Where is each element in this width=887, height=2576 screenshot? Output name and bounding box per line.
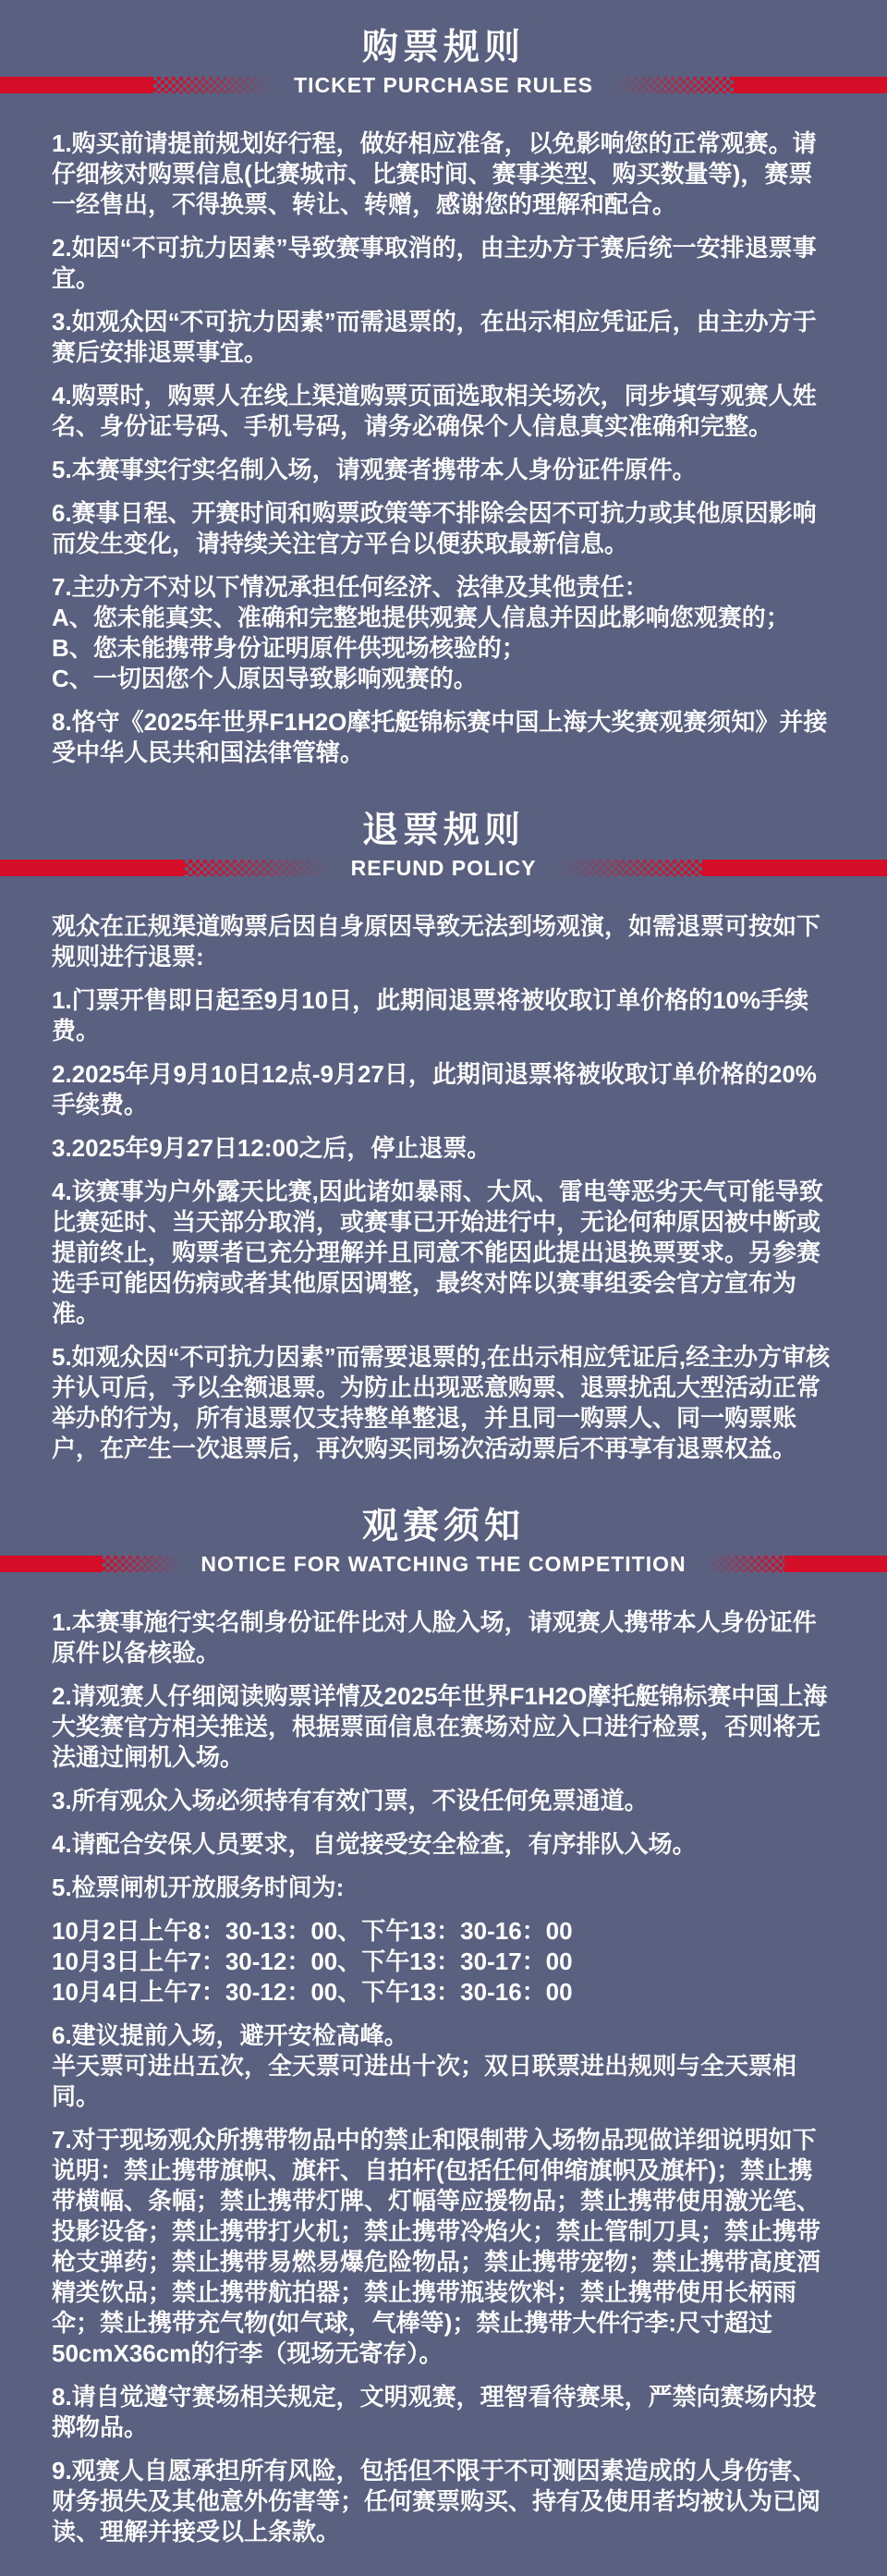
rule-paragraph (52, 1059, 835, 1120)
checker-fade (551, 860, 702, 876)
gate-schedule (52, 1916, 835, 2008)
rule-line: 半天票可进出五次，全天票可进出十次；双日联票进出规则与全天票相同。 (52, 2052, 797, 2110)
rule-line: 7.对于现场观众所携带物品中的禁止和限制带入场物品现做详细说明如下说明：禁止携带旗帜、旗杆、自拍杆(包括任何伸缩旗帜及旗杆)；禁止携带横幅、条幅；禁止携带灯牌、灯幅等应援物品；禁止携带使用激光笔、投影设备；禁止携带打火机；禁止携带冷焰火；禁止管制刀具；禁止携带枪支弹药；禁止携带易燃易爆危险物品；禁止携带宠物；禁止携带高度酒精类饮品；禁止携带航拍器；禁止携带瓶装饮料；禁止携带使用长柄雨伞；禁止携带充气物(如气球，气棒等)；禁止携带大件行李:尺寸超过50cmX36cm的行李（现场无寄存）。 (52, 2126, 821, 2367)
rule-line: 4.请配合安保人员要求，自觉接受安全检查，有序排队入场。 (52, 1830, 697, 1858)
schedule-line-oct3: 10月3日上午7：30-12：00、下午13：30-17：00 (52, 1947, 573, 1975)
rule-line: 3.2025年9月27日12:00之后，停止退票。 (52, 1134, 492, 1162)
rule-line: 3.所有观众入场必须持有有效门票，不设任何免票通道。 (52, 1787, 649, 1814)
section-banner (0, 855, 887, 880)
section-title-en: TICKET PURCHASE RULES (294, 72, 593, 97)
section-title-cn: 购票规则 (361, 28, 525, 67)
rule-paragraph (52, 707, 835, 768)
rule-paragraph (52, 2125, 835, 2369)
section-body (0, 911, 887, 1464)
rule-line: 1.门票开售即日起至9月10日，此期间退票将被收取订单价格的10%手续费。 (52, 986, 809, 1044)
rule-line: 6.赛事日程、开赛时间和购票政策等不排除会因不可抗力或其他原因影响而发生变化，请持续关注官方平台以便获取最新信息。 (52, 499, 817, 557)
rule-line: 观众在正规渠道购票后因自身原因导致无法到场观演，如需退票可按如下规则进行退票: (52, 912, 821, 971)
section-ticket-purchase-rules (0, 28, 887, 768)
banner-bar-right (608, 77, 887, 93)
section-banner (0, 1551, 887, 1576)
section-title-en: NOTICE FOR WATCHING THE COMPETITION (200, 1551, 687, 1576)
red-bar (0, 860, 185, 876)
rule-line: 9.观赛人自愿承担所有风险，包括但不限于不可测因素造成的人身伤害、财务损失及其他意外伤害等；任何赛票购买、持有及使用者均被认为已阅读、理解并接受以上条款。 (52, 2457, 821, 2545)
rule-line: 5.本赛事实行实名制入场，请观赛者携带本人身份证件原件。 (52, 456, 697, 483)
rule-paragraph (52, 1342, 835, 1464)
checker-fade (701, 1556, 785, 1572)
banner-bar-right (551, 860, 887, 876)
rule-paragraph (52, 1873, 835, 1903)
rule-line: 4.该赛事为户外露天比赛,因此诸如暴雨、大风、雷电等恶劣天气可能导致比赛延时、当天部分取消，或赛事已开始进行中，无论何种原因被中断或提前终止，购票者已充分理解并且同意不能因此提出退换票要求。另参赛选手可能因伤病或者其他原因调整，最终对阵以赛事组委会官方宣布为准。 (52, 1178, 823, 1327)
red-bar (784, 1556, 887, 1572)
rule-subitem-b: B、您未能携带身份证明原件供现场核验的； (52, 634, 526, 662)
rule-line: 1.购买前请提前规划好行程，做好相应准备，以免影响您的正常观赛。请仔细核对购票信息(比赛城市、比赛时间、赛事类型、购买数量等)，赛票一经售出，不得换票、转让、转赠，感谢您的理解和配合。 (52, 129, 817, 218)
section-refund-policy (0, 811, 887, 1464)
section-watching-notice (0, 1507, 887, 2547)
rule-paragraph (52, 2382, 835, 2443)
section-title-cn: 观赛须知 (361, 1507, 525, 1546)
rule-paragraph (52, 1681, 835, 1773)
checker-fade (153, 77, 279, 93)
checker-fade (185, 860, 336, 876)
section-header (0, 811, 887, 878)
red-bar (0, 1556, 103, 1572)
section-header (0, 1507, 887, 1574)
rule-line: 8.请自觉遵守赛场相关规定，文明观赛，理智看待赛果，严禁向赛场内投掷物品。 (52, 2383, 817, 2441)
rule-paragraph (52, 1786, 835, 1816)
checker-fade (608, 77, 734, 93)
rule-subitem-a: A、您未能真实、准确和完整地提供观赛人信息并因此影响您观赛的； (52, 604, 790, 631)
rule-paragraph (52, 985, 835, 1046)
rule-paragraph (52, 2021, 835, 2112)
section-title-cn: 退票规则 (361, 811, 525, 850)
rule-paragraph (52, 233, 835, 294)
rule-line: 5.检票闸机开放服务时间为: (52, 1874, 345, 1901)
rule-subitem-c: C、一切因您个人原因导致影响观赛的。 (52, 665, 478, 692)
rule-paragraph (52, 498, 835, 559)
section-body (0, 128, 887, 768)
section-header (0, 28, 887, 95)
banner-bar-left (0, 860, 336, 876)
rule-paragraph (52, 128, 835, 220)
rule-paragraph (52, 1607, 835, 1668)
rule-paragraph (52, 455, 835, 485)
rule-line: 6.建议提前入场，避开安检高峰。 (52, 2021, 408, 2049)
rule-line: 1.本赛事施行实名制身份证件比对人脸入场，请观赛人携带本人身份证件原件以备核验。 (52, 1608, 817, 1666)
schedule-line-oct2: 10月2日上午8：30-13：00、下午13：30-16：00 (52, 1917, 573, 1945)
rule-paragraph (52, 572, 835, 694)
rule-line: 7.主办方不对以下情况承担任何经济、法律及其他责任： (52, 573, 649, 601)
rule-paragraph (52, 1829, 835, 1860)
schedule-line-oct4: 10月4日上午7：30-12：00、下午13：30-16：00 (52, 1978, 573, 2006)
banner-bar-right (701, 1556, 887, 1572)
section-body (0, 1607, 887, 2547)
rule-paragraph (52, 2456, 835, 2547)
section-banner (0, 72, 887, 97)
rule-paragraph (52, 1177, 835, 1329)
rule-line: 2.请观赛人仔细阅读购票详情及2025年世界F1H2O摩托艇锦标赛中国上海大奖赛官方相关推送，根据票面信息在赛场对应入口进行检票，否则将无法通过闸机入场。 (52, 1682, 828, 1771)
red-bar (702, 860, 887, 876)
checker-fade (103, 1556, 187, 1572)
rule-paragraph (52, 307, 835, 368)
rule-paragraph (52, 1133, 835, 1164)
rule-line: 2.如因“不可抗力因素”导致赛事取消的，由主办方于赛后统一安排退票事宜。 (52, 234, 817, 292)
red-bar (0, 77, 153, 93)
rule-line: 8.恪守《2025年世界F1H2O摩托艇锦标赛中国上海大奖赛观赛须知》并接受中华人民共和国法律管辖。 (52, 708, 828, 766)
rule-line: 4.购票时，购票人在线上渠道购票页面选取相关场次，同步填写观赛人姓名、身份证号码、手机号码，请务必确保个人信息真实准确和完整。 (52, 382, 817, 440)
rule-paragraph (52, 911, 835, 972)
banner-bar-left (0, 1556, 186, 1572)
section-title-en: REFUND POLICY (350, 855, 537, 880)
rule-paragraph (52, 381, 835, 442)
banner-bar-left (0, 77, 279, 93)
rule-line: 5.如观众因“不可抗力因素”而需要退票的,在出示相应凭证后,经主办方审核并认可后，予以全额退票。为防止出现恶意购票、退票扰乱大型活动正常举办的行为，所有退票仅支持整单整退，并且同一购票人、同一购票账户，在产生一次退票后，再次购买同场次活动票后不再享有退票权益。 (52, 1343, 831, 1462)
rule-line: 2.2025年月9月10日12点-9月27日，此期间退票将被收取订单价格的20% 手续费。 (52, 1060, 817, 1118)
rule-line: 3.如观众因“不可抗力因素”而需退票的，在出示相应凭证后，由主办方于赛后安排退票事宜。 (52, 308, 817, 366)
red-bar (734, 77, 887, 93)
